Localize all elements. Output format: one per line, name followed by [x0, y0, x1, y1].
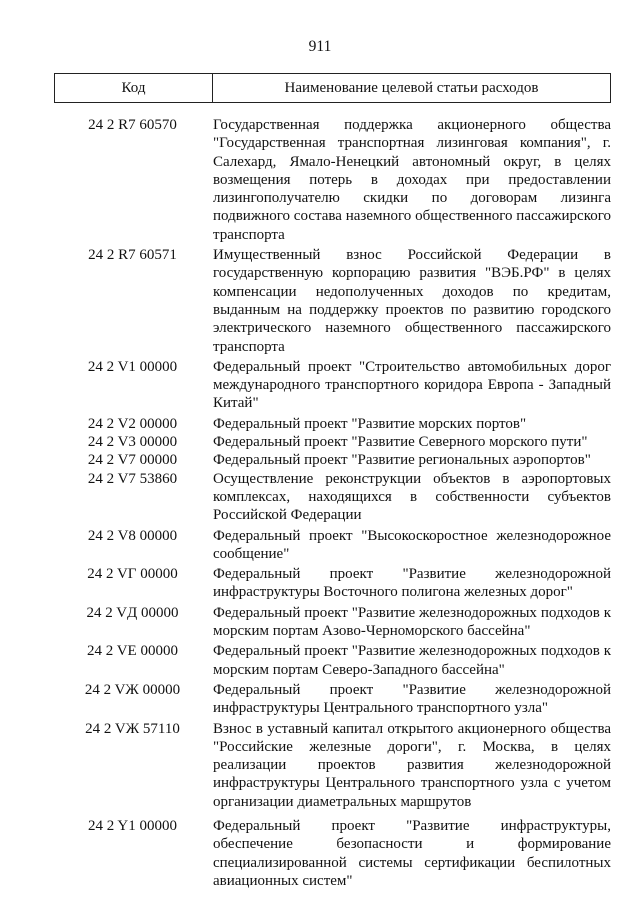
- table-row: [54, 604, 611, 641]
- row-code: 24 2 R7 60571: [88, 247, 177, 264]
- row-code: 24 2 R7 60570: [88, 117, 177, 133]
- row-code: 24 2 V7 00000: [87, 452, 178, 469]
- header-name: Наименование целевой статьи расходов: [284, 79, 539, 96]
- row-code: 24 2 VЖ 57110: [85, 720, 180, 737]
- row-code: 24 2 VЖ 00000: [84, 681, 181, 698]
- table-row: [54, 415, 611, 433]
- row-name: Федеральный проект "Развитие морских портов": [213, 415, 527, 432]
- row-name: Имущественный взнос Российской Федерации в государственную корпорацию развития "ВЭБ.РФ" в целях компенсации недополученных доходов по кредитам, выданным на поддержку проектов по развитию городского электрического наземного общественного пассажирского транспорта: [213, 247, 611, 355]
- table-row: [54, 681, 611, 718]
- table-row: [54, 116, 611, 244]
- row-name: Федеральный проект "Развитие инфраструктуры, обеспечение безопасности и формирование специализированной системы сертификации беспилотных авиационных систем": [213, 817, 611, 889]
- row-name: Осуществление реконструкции объектов в аэропортовых комплексах, находящихся в собственности субъектов Российской Федерации: [213, 470, 611, 524]
- table-row: [54, 451, 611, 469]
- table-body: [54, 116, 611, 890]
- table-row: [54, 470, 611, 525]
- row-name: Федеральный проект "Высокоскоростное железнодорожное сообщение": [213, 527, 611, 562]
- row-code: 24 2 VД 00000: [86, 604, 179, 621]
- page-number: 911: [308, 38, 332, 55]
- row-code: 24 2 VГ 00000: [87, 566, 178, 583]
- table-row: [54, 565, 611, 602]
- row-code: 24 2 V1 00000: [87, 358, 178, 375]
- row-code: 24 2 VE 00000: [87, 643, 178, 660]
- row-code: 24 2 V8 00000: [87, 527, 178, 544]
- row-name: Федеральный проект "Развитие железнодорожной инфраструктуры Восточного полигона железных дорог": [213, 566, 611, 601]
- table-row: [54, 720, 611, 811]
- row-name: Федеральный проект "Строительство автомобильных дорог международного транспортного коридора Европа - Западный Китай": [213, 358, 611, 412]
- row-code: 24 2 V7 53860: [87, 470, 178, 487]
- row-code: 24 2 V2 00000: [87, 415, 178, 432]
- row-code: 24 2 Y1 00000: [87, 817, 178, 834]
- row-name: Федеральный проект "Развитие Северного морского пути": [213, 434, 588, 451]
- row-name: Федеральный проект "Развитие железнодорожных подходов к морским портам Северо-Западного бассейна": [213, 643, 611, 678]
- row-name: Федеральный проект "Развитие железнодорожной инфраструктуры Центрального транспортного узла": [213, 681, 611, 717]
- row-name: Федеральный проект "Развитие региональных аэропортов": [213, 452, 591, 469]
- row-name: Взнос в уставный капитал открытого акционерного общества "Российские железные дороги", г. Москва, в целях реализации проектов развития железнодорожной инфраструктуры Центрального транспортного узла с учетом организации диаметральных маршрутов: [213, 720, 611, 810]
- table-row: [54, 642, 611, 679]
- header-code: Код: [55, 74, 213, 102]
- table-row: [54, 527, 611, 564]
- row-name: Государственная поддержка акционерного общества "Государственная транспортная лизинговая компания", г. Салехард, Ямало-Ненецкий автономный округ, в целях возмещения потерь в доходах при предоставлении лизингополучателю скидки по договорам лизинга подвижного состава наземного общественного пассажирского транспорта: [213, 117, 611, 243]
- table-row: [54, 433, 611, 451]
- table-row: [54, 358, 611, 413]
- table-row: [54, 246, 611, 356]
- row-code: 24 2 V3 00000: [87, 434, 178, 451]
- table-row: [54, 817, 611, 890]
- row-name: Федеральный проект "Развитие железнодорожных подходов к морским портам Азово-Черноморского бассейна": [213, 604, 611, 640]
- table-header: [54, 73, 611, 103]
